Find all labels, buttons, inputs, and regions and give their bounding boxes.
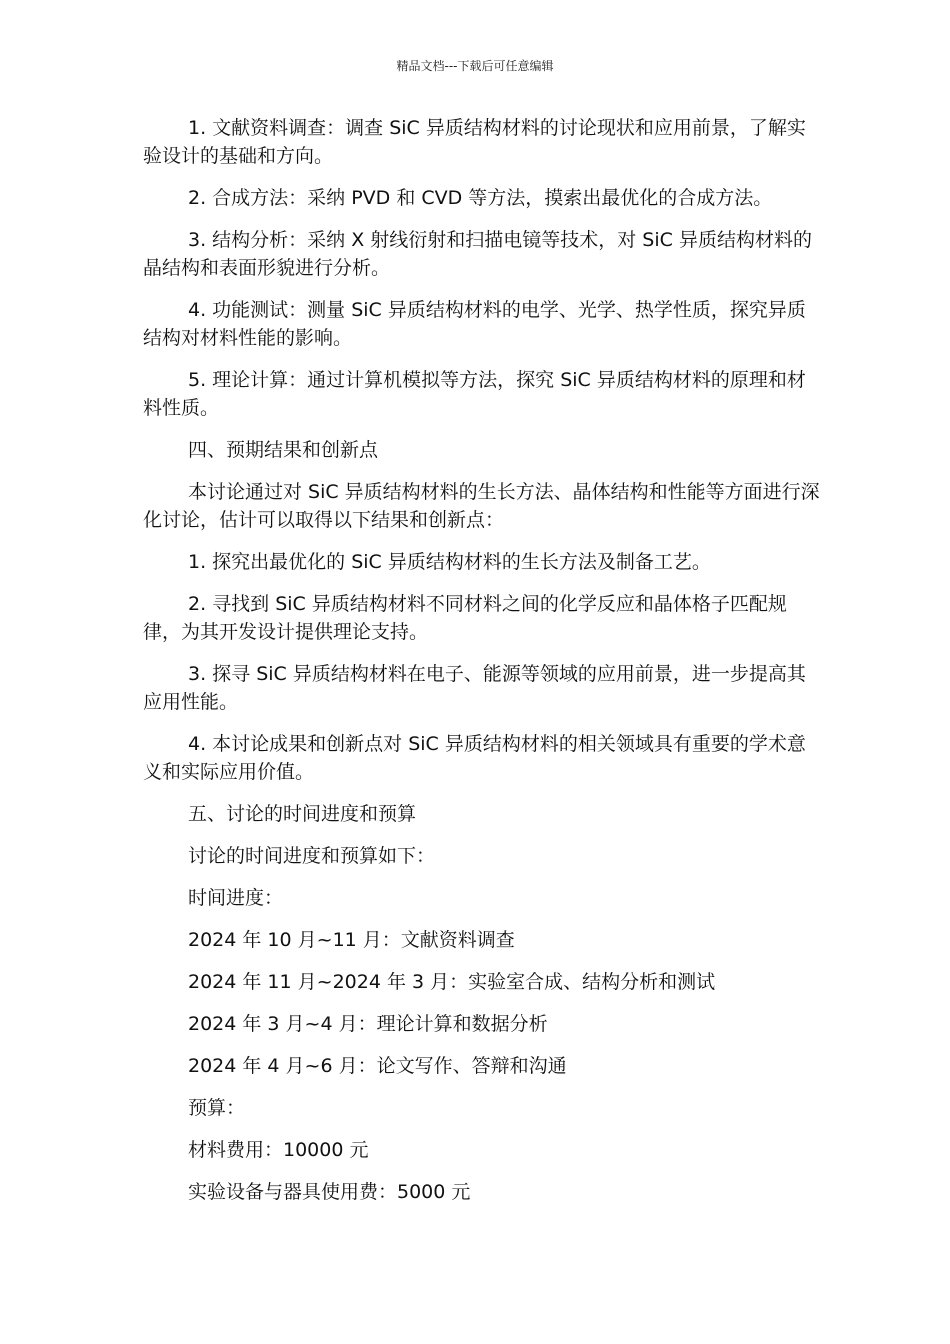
result-item-3: 3. 探寻 SiC 异质结构材料在电子、能源等领域的应用前景，进一步提高其应用性能。 [143, 663, 806, 713]
document-body [143, 114, 823, 1220]
schedule-intro: 讨论的时间进度和预算如下： [188, 845, 436, 867]
budget-row-materials: 材料费用：10000 元 [188, 1139, 369, 1161]
section-heading-expected-results: 四、预期结果和创新点 [188, 439, 379, 461]
result-item-1: 1. 探究出最优化的 SiC 异质结构材料的生长方法及制备工艺。 [188, 551, 711, 573]
section-heading-schedule-budget: 五、讨论的时间进度和预算 [188, 803, 417, 825]
schedule-row-4: 2024 年 4 月~6 月：论文写作、答辩和沟通 [188, 1055, 567, 1077]
result-item-4: 4. 本讨论成果和创新点对 SiC 异质结构材料的相关领域具有重要的学术意义和实际应用价值。 [143, 733, 806, 783]
method-item-3: 3. 结构分析：采纳 X 射线衍射和扫描电镜等技术，对 SiC 异质结构材料的晶结构和表面形貌进行分析。 [143, 229, 812, 279]
schedule-row-1: 2024 年 10 月~11 月：文献资料调查 [188, 929, 515, 951]
page-header: 精品文档---下载后可任意编辑 [396, 59, 554, 73]
budget-label: 预算： [188, 1097, 246, 1119]
schedule-row-2: 2024 年 11 月~2024 年 3 月：实验室合成、结构分析和测试 [188, 971, 716, 993]
schedule-row-3: 2024 年 3 月~4 月：理论计算和数据分析 [188, 1013, 548, 1035]
result-item-2: 2. 寻找到 SiC 异质结构材料不同材料之间的化学反应和晶体格子匹配规律，为其开发设计提供理论支持。 [143, 593, 787, 643]
expected-results-intro: 本讨论通过对 SiC 异质结构材料的生长方法、晶体结构和性能等方面进行深化讨论，估计可以取得以下结果和创新点： [143, 481, 820, 531]
budget-row-equipment: 实验设备与器具使用费：5000 元 [188, 1181, 471, 1203]
schedule-label: 时间进度： [188, 887, 284, 909]
method-item-5: 5. 理论计算：通过计算机模拟等方法，探究 SiC 异质结构材料的原理和材料性质。 [143, 369, 806, 419]
method-item-1: 1. 文献资料调查：调查 SiC 异质结构材料的讨论现状和应用前景，了解实验设计的基础和方向。 [143, 117, 806, 167]
method-item-2: 2. 合成方法：采纳 PVD 和 CVD 等方法，摸索出最优化的合成方法。 [188, 187, 773, 209]
method-item-4: 4. 功能测试：测量 SiC 异质结构材料的电学、光学、热学性质，探究异质结构对材料性能的影响。 [143, 299, 806, 349]
